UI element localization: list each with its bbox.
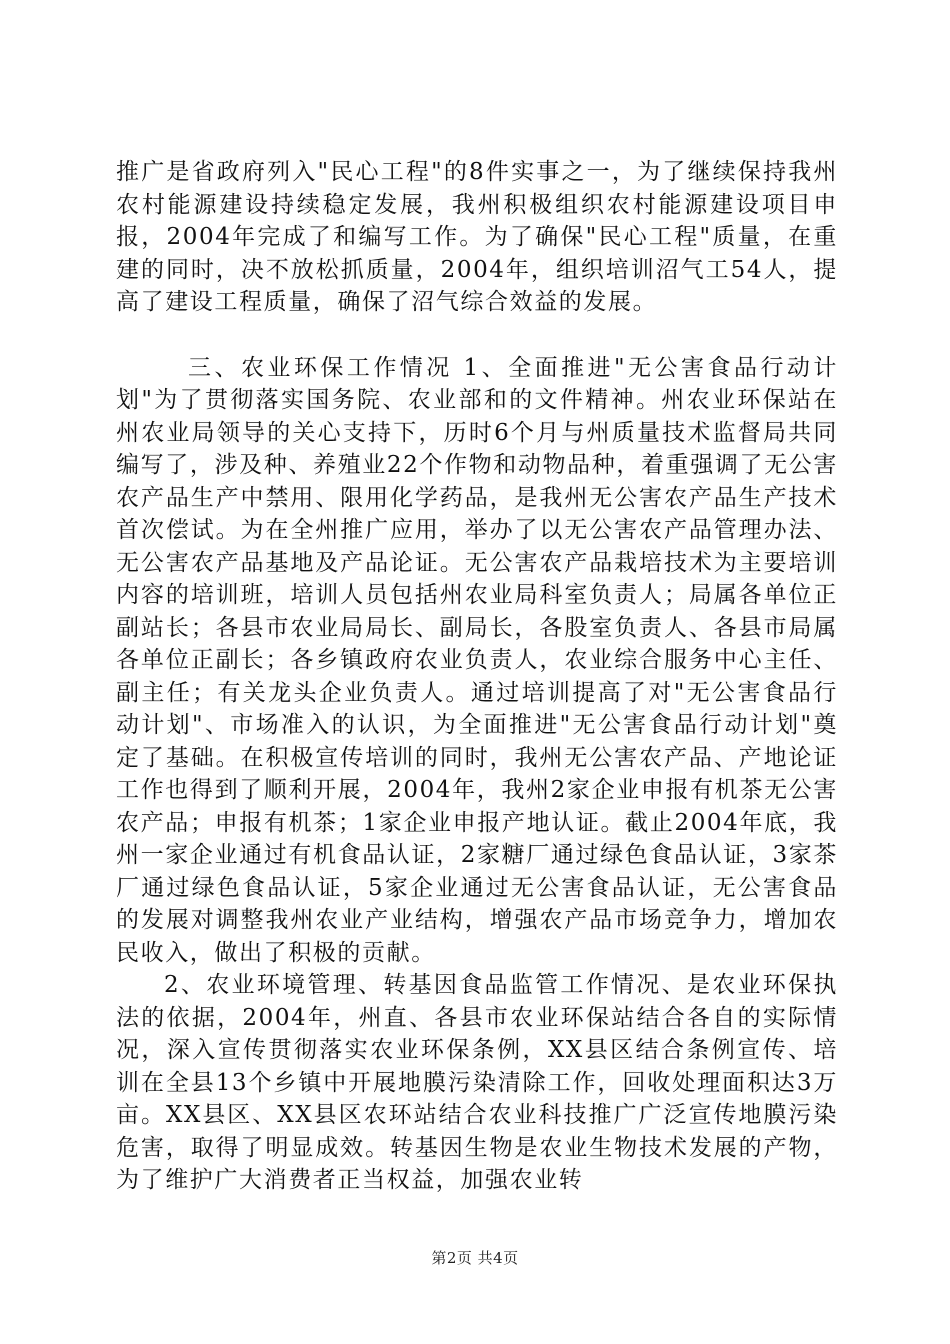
paragraph-biogas: 推广是省政府列入"民心工程"的8件实事之一，为了继续保持我州农村能源建设持续稳定发展，我州积极组织农村能源建设项目申报，2004年完成了和编写工作。为了确保"民心工程"质量，在重建的同时，决不放松抓质量，2004年，组织培训沼气工54人，提高了建设工程质量，确保了沼气综合效益的发展。 bbox=[116, 159, 838, 315]
document-body bbox=[116, 156, 838, 1197]
page-number-footer: 第2页 共4页 bbox=[431, 1249, 519, 1267]
paragraph-env-management: 2、农业环境管理、转基因食品监管工作情况、是农业环保执法的依据，2004年，州直、各县市农业环保站结合各自的实际情况，深入宣传贯彻落实农业环保条例，XX县区结合条例宣传、培训在全县13个乡镇中开展地膜污染清除工作，回收处理面积达3万亩。XX县区、XX县区农环站结合农业科技推广广泛宣传地膜污染危害，取得了明显成效。转基因生物是农业生物技术发展的产物，为了维护广大消费者正当权益，加强农业转 bbox=[116, 972, 838, 1193]
paragraph-agri-env-protection: 三、农业环保工作情况 1、全面推进"无公害食品行动计划"为了贯彻落实国务院、农业部和的文件精神。州农业环保站在州农业局领导的关心支持下，历时6个月与州质量技术监督局共同编写了，涉及种、养殖业22个作物和动物品种，着重强调了无公害农产品生产中禁用、限用化学药品，是我州无公害农产品生产技术首次偿试。为在全州推广应用，举办了以无公害农产品管理办法、无公害农产品基地及产品论证。无公害农产品栽培技术为主要培训内容的培训班，培训人员包括州农业局科室负责人；局属各单位正副站长；各县市农业局局长、副局长，各股室负责人、各县市局属各单位正副长；各乡镇政府农业负责人，农业综合服务中心主任、副主任；有关龙头企业负责人。通过培训提高了对"无公害食品行动计划"、市场准入的认识，为全面推进"无公害食品行动计划"奠定了基础。在积极宣传培训的同时，我州无公害农产品、产地论证工作也得到了顺利开展，2004年，我州2家企业申报有机茶无公害农产品；申报有机茶；1家企业申报产地认证。截止2004年底，我州一家企业通过有机食品认证，2家糖厂通过绿色食品认证，3家茶厂通过绿色食品认证，5家企业通过无公害食品认证，无公害食品的发展对调整我州农业产业结构，增强农产品市场竞争力，增加农民收入，做出了积极的贡献。 bbox=[116, 354, 838, 966]
